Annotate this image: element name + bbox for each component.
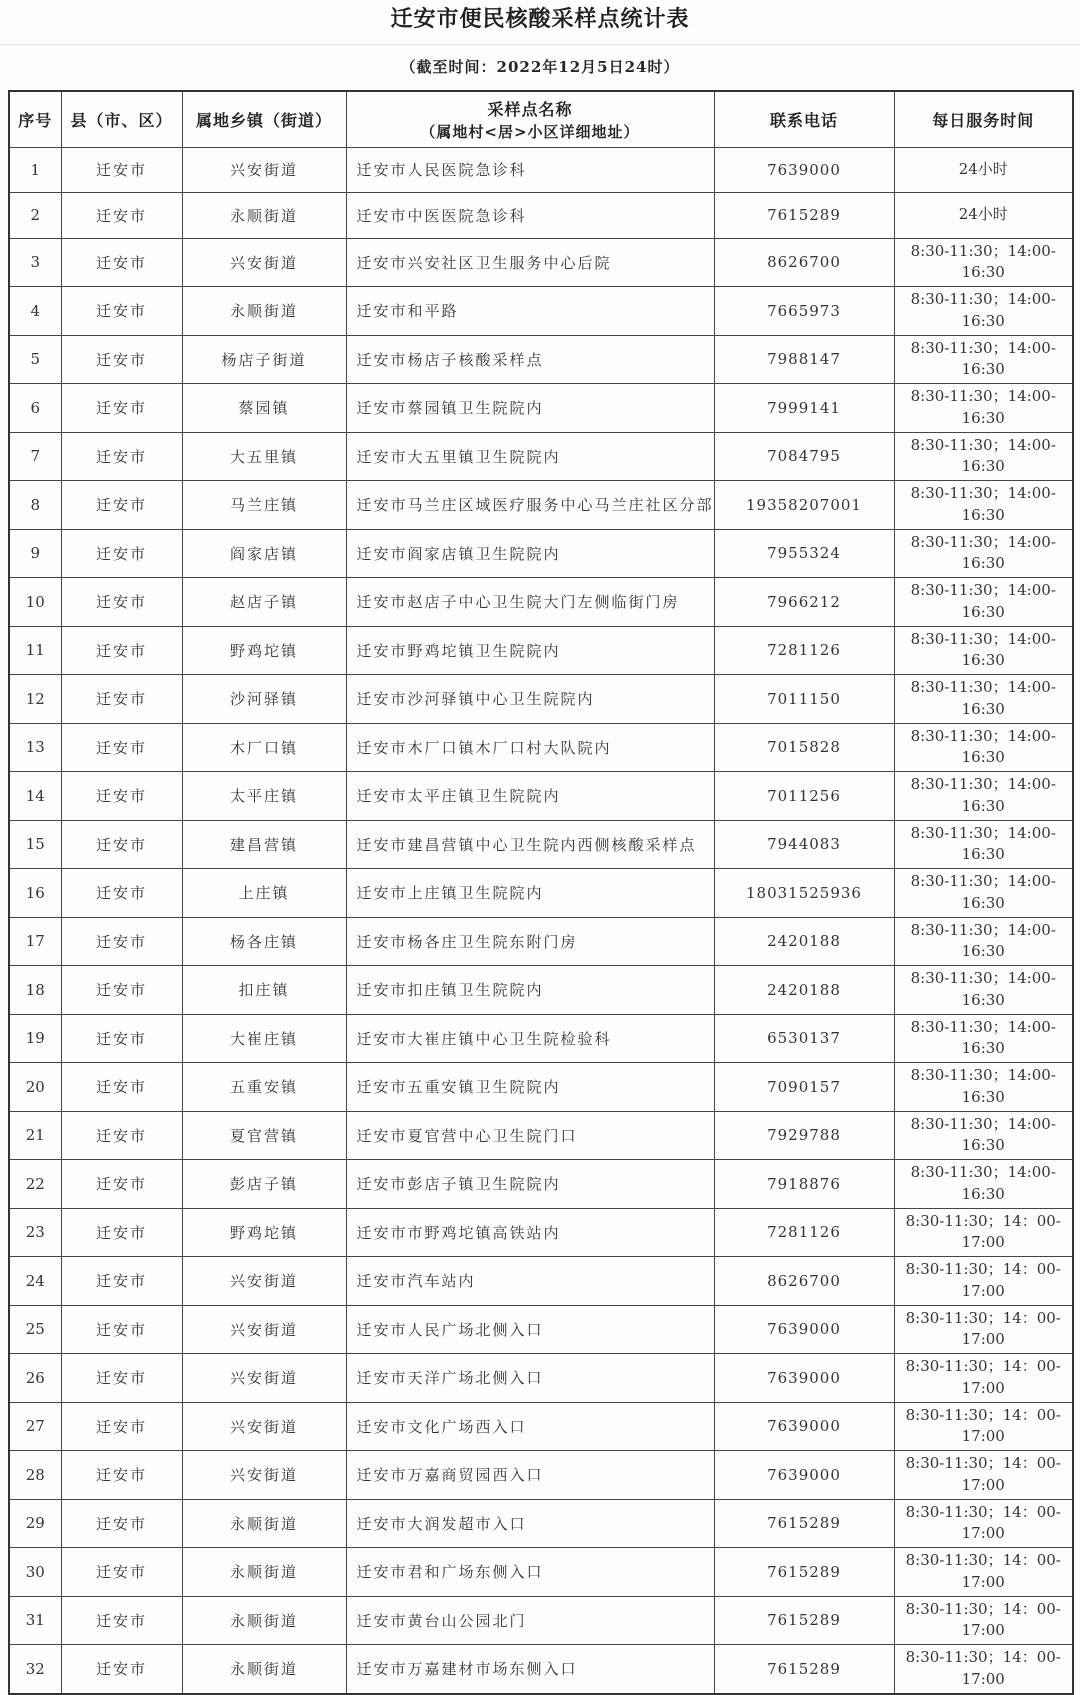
cell-index: 4 bbox=[9, 287, 61, 336]
cell-index: 23 bbox=[9, 1208, 61, 1257]
cell-county: 迁安市 bbox=[61, 1160, 182, 1209]
table-row bbox=[9, 1160, 1073, 1209]
cell-county: 迁安市 bbox=[61, 147, 182, 193]
cell-site: 迁安市杨店子核酸采样点 bbox=[346, 335, 714, 384]
cell-county: 迁安市 bbox=[61, 1305, 182, 1354]
cell-county: 迁安市 bbox=[61, 238, 182, 287]
cell-phone: 8626700 bbox=[714, 1257, 894, 1306]
table-row bbox=[9, 384, 1073, 433]
cell-township: 扣庄镇 bbox=[182, 966, 346, 1015]
table-row bbox=[9, 772, 1073, 821]
cell-township: 阎家店镇 bbox=[182, 529, 346, 578]
cell-hours: 8:30-11:30；14：00-17:00 bbox=[894, 1257, 1073, 1306]
cell-site: 迁安市天洋广场北侧入口 bbox=[346, 1354, 714, 1403]
cell-hours: 8:30-11:30；14：00-17:00 bbox=[894, 1451, 1073, 1500]
cell-site: 迁安市人民医院急诊科 bbox=[346, 147, 714, 193]
cell-site: 迁安市马兰庄区域医疗服务中心马兰庄社区分部 bbox=[346, 481, 714, 530]
table-row bbox=[9, 1596, 1073, 1645]
table-row bbox=[9, 238, 1073, 287]
cell-county: 迁安市 bbox=[61, 675, 182, 724]
cell-county: 迁安市 bbox=[61, 820, 182, 869]
cell-site: 迁安市夏官营中心卫生院门口 bbox=[346, 1111, 714, 1160]
cell-index: 31 bbox=[9, 1596, 61, 1645]
cell-phone: 7090157 bbox=[714, 1063, 894, 1112]
table-row bbox=[9, 193, 1073, 239]
cell-phone: 7011256 bbox=[714, 772, 894, 821]
cell-phone: 7639000 bbox=[714, 1305, 894, 1354]
cell-site: 迁安市大润发超市入口 bbox=[346, 1499, 714, 1548]
cell-site: 迁安市蔡园镇卫生院院内 bbox=[346, 384, 714, 433]
table-row bbox=[9, 723, 1073, 772]
table-row bbox=[9, 966, 1073, 1015]
cell-phone: 19358207001 bbox=[714, 481, 894, 530]
cell-township: 兴安街道 bbox=[182, 1402, 346, 1451]
cell-hours: 8:30-11:30；14:00-16:30 bbox=[894, 723, 1073, 772]
cell-index: 27 bbox=[9, 1402, 61, 1451]
cell-phone: 7639000 bbox=[714, 1354, 894, 1403]
cell-site: 迁安市市野鸡坨镇高铁站内 bbox=[346, 1208, 714, 1257]
cell-site: 迁安市建昌营镇中心卫生院内西侧核酸采样点 bbox=[346, 820, 714, 869]
cell-county: 迁安市 bbox=[61, 966, 182, 1015]
cell-township: 彭店子镇 bbox=[182, 1160, 346, 1209]
table-row bbox=[9, 1111, 1073, 1160]
cell-hours: 8:30-11:30；14：00-17:00 bbox=[894, 1402, 1073, 1451]
cell-county: 迁安市 bbox=[61, 1645, 182, 1694]
cell-index: 17 bbox=[9, 917, 61, 966]
cell-index: 22 bbox=[9, 1160, 61, 1209]
cell-site: 迁安市阎家店镇卫生院院内 bbox=[346, 529, 714, 578]
cell-hours: 8:30-11:30；14:00-16:30 bbox=[894, 529, 1073, 578]
table-row bbox=[9, 675, 1073, 724]
cell-site: 迁安市野鸡坨镇卫生院院内 bbox=[346, 626, 714, 675]
cell-phone: 18031525936 bbox=[714, 869, 894, 918]
cell-site: 迁安市彭店子镇卫生院院内 bbox=[346, 1160, 714, 1209]
cell-index: 30 bbox=[9, 1548, 61, 1597]
table-row bbox=[9, 1451, 1073, 1500]
cell-site: 迁安市太平庄镇卫生院院内 bbox=[346, 772, 714, 821]
cell-index: 13 bbox=[9, 723, 61, 772]
cell-index: 3 bbox=[9, 238, 61, 287]
table-row bbox=[9, 1208, 1073, 1257]
cell-county: 迁安市 bbox=[61, 1014, 182, 1063]
cell-hours: 8:30-11:30；14:00-16:30 bbox=[894, 820, 1073, 869]
cell-site: 迁安市大五里镇卫生院院内 bbox=[346, 432, 714, 481]
cell-township: 野鸡坨镇 bbox=[182, 626, 346, 675]
cell-index: 29 bbox=[9, 1499, 61, 1548]
cell-phone: 7615289 bbox=[714, 193, 894, 239]
cell-township: 永顺街道 bbox=[182, 1596, 346, 1645]
cell-hours: 8:30-11:30；14:00-16:30 bbox=[894, 238, 1073, 287]
cell-township: 永顺街道 bbox=[182, 1548, 346, 1597]
cell-site: 迁安市黄台山公园北门 bbox=[346, 1596, 714, 1645]
cell-index: 2 bbox=[9, 193, 61, 239]
cell-site: 迁安市汽车站内 bbox=[346, 1257, 714, 1306]
table-row bbox=[9, 529, 1073, 578]
table-row bbox=[9, 1305, 1073, 1354]
table-row bbox=[9, 917, 1073, 966]
cell-hours: 8:30-11:30；14:00-16:30 bbox=[894, 1111, 1073, 1160]
table-row bbox=[9, 1499, 1073, 1548]
cell-township: 永顺街道 bbox=[182, 287, 346, 336]
cell-index: 28 bbox=[9, 1451, 61, 1500]
cell-hours: 8:30-11:30；14:00-16:30 bbox=[894, 432, 1073, 481]
cell-site: 迁安市人民广场北侧入口 bbox=[346, 1305, 714, 1354]
cell-index: 7 bbox=[9, 432, 61, 481]
column-header-label: 县（市、区） bbox=[70, 110, 173, 130]
cell-township: 野鸡坨镇 bbox=[182, 1208, 346, 1257]
cell-county: 迁安市 bbox=[61, 432, 182, 481]
cell-county: 迁安市 bbox=[61, 481, 182, 530]
table-row bbox=[9, 869, 1073, 918]
cell-hours: 8:30-11:30；14:00-16:30 bbox=[894, 287, 1073, 336]
cell-township: 沙河驿镇 bbox=[182, 675, 346, 724]
cell-phone: 6530137 bbox=[714, 1014, 894, 1063]
cell-township: 兴安街道 bbox=[182, 238, 346, 287]
cell-township: 夏官营镇 bbox=[182, 1111, 346, 1160]
cell-site: 迁安市木厂口镇木厂口村大队院内 bbox=[346, 723, 714, 772]
cell-site: 迁安市君和广场东侧入口 bbox=[346, 1548, 714, 1597]
cell-index: 15 bbox=[9, 820, 61, 869]
cell-county: 迁安市 bbox=[61, 1063, 182, 1112]
cell-county: 迁安市 bbox=[61, 1548, 182, 1597]
cell-site: 迁安市和平路 bbox=[346, 287, 714, 336]
column-header-label: 每日服务时间 bbox=[932, 110, 1035, 130]
cell-phone: 2420188 bbox=[714, 966, 894, 1015]
table-row bbox=[9, 626, 1073, 675]
cell-phone: 7918876 bbox=[714, 1160, 894, 1209]
cell-phone: 7615289 bbox=[714, 1596, 894, 1645]
cell-hours: 8:30-11:30；14:00-16:30 bbox=[894, 869, 1073, 918]
table-row bbox=[9, 1645, 1073, 1694]
cell-phone: 8626700 bbox=[714, 238, 894, 287]
table-row bbox=[9, 432, 1073, 481]
table-body bbox=[9, 147, 1073, 1694]
cell-phone: 7639000 bbox=[714, 1402, 894, 1451]
cell-phone: 7929788 bbox=[714, 1111, 894, 1160]
column-header-label: 联系电话 bbox=[769, 110, 838, 130]
page-title: 迁安市便民核酸采样点统计表 bbox=[0, 0, 1080, 45]
cell-phone: 7639000 bbox=[714, 1451, 894, 1500]
cell-county: 迁安市 bbox=[61, 1208, 182, 1257]
cell-site: 迁安市文化广场西入口 bbox=[346, 1402, 714, 1451]
cell-index: 6 bbox=[9, 384, 61, 433]
cell-township: 马兰庄镇 bbox=[182, 481, 346, 530]
cell-phone: 7015828 bbox=[714, 723, 894, 772]
column-header-township bbox=[182, 91, 346, 147]
cell-hours: 8:30-11:30；14:00-16:30 bbox=[894, 384, 1073, 433]
cell-county: 迁安市 bbox=[61, 1499, 182, 1548]
cell-township: 兴安街道 bbox=[182, 147, 346, 193]
table-row bbox=[9, 1014, 1073, 1063]
cell-phone: 7615289 bbox=[714, 1548, 894, 1597]
cell-township: 永顺街道 bbox=[182, 1499, 346, 1548]
cell-township: 兴安街道 bbox=[182, 1305, 346, 1354]
column-header-county bbox=[61, 91, 182, 147]
column-header-index bbox=[9, 91, 61, 147]
cell-index: 16 bbox=[9, 869, 61, 918]
cell-index: 5 bbox=[9, 335, 61, 384]
cell-site: 迁安市五重安镇卫生院院内 bbox=[346, 1063, 714, 1112]
cell-phone: 7944083 bbox=[714, 820, 894, 869]
cell-phone: 7639000 bbox=[714, 147, 894, 193]
cell-township: 大崔庄镇 bbox=[182, 1014, 346, 1063]
cell-county: 迁安市 bbox=[61, 869, 182, 918]
cell-index: 24 bbox=[9, 1257, 61, 1306]
cell-hours: 8:30-11:30；14：00-17:00 bbox=[894, 1645, 1073, 1694]
cell-hours: 8:30-11:30；14：00-17:00 bbox=[894, 1596, 1073, 1645]
cell-hours: 8:30-11:30；14：00-17:00 bbox=[894, 1305, 1073, 1354]
cell-site: 迁安市兴安社区卫生服务中心后院 bbox=[346, 238, 714, 287]
cell-index: 8 bbox=[9, 481, 61, 530]
cell-index: 9 bbox=[9, 529, 61, 578]
cell-phone: 7955324 bbox=[714, 529, 894, 578]
page-subtitle: （截至时间：2022年12月5日24时） bbox=[400, 58, 680, 76]
cell-township: 蔡园镇 bbox=[182, 384, 346, 433]
cell-hours: 8:30-11:30；14:00-16:30 bbox=[894, 1063, 1073, 1112]
cell-hours: 8:30-11:30；14:00-16:30 bbox=[894, 1160, 1073, 1209]
table-row bbox=[9, 578, 1073, 627]
cell-site: 迁安市中医医院急诊科 bbox=[346, 193, 714, 239]
cell-phone: 7615289 bbox=[714, 1499, 894, 1548]
cell-index: 32 bbox=[9, 1645, 61, 1694]
cell-county: 迁安市 bbox=[61, 917, 182, 966]
header-row bbox=[9, 91, 1073, 147]
cell-township: 五重安镇 bbox=[182, 1063, 346, 1112]
column-header-label: 采样点名称 bbox=[487, 99, 573, 119]
cell-phone: 7999141 bbox=[714, 384, 894, 433]
cell-hours: 24小时 bbox=[894, 147, 1073, 193]
cell-index: 14 bbox=[9, 772, 61, 821]
cell-county: 迁安市 bbox=[61, 1596, 182, 1645]
cell-county: 迁安市 bbox=[61, 1354, 182, 1403]
cell-township: 兴安街道 bbox=[182, 1354, 346, 1403]
cell-site: 迁安市上庄镇卫生院院内 bbox=[346, 869, 714, 918]
cell-phone: 7615289 bbox=[714, 1645, 894, 1694]
table-row bbox=[9, 1063, 1073, 1112]
cell-county: 迁安市 bbox=[61, 578, 182, 627]
cell-hours: 8:30-11:30；14：00-17:00 bbox=[894, 1354, 1073, 1403]
cell-index: 12 bbox=[9, 675, 61, 724]
table-row bbox=[9, 1548, 1073, 1597]
table-header bbox=[9, 91, 1073, 147]
cell-township: 杨各庄镇 bbox=[182, 917, 346, 966]
cell-index: 26 bbox=[9, 1354, 61, 1403]
cell-township: 太平庄镇 bbox=[182, 772, 346, 821]
cell-county: 迁安市 bbox=[61, 626, 182, 675]
cell-hours: 8:30-11:30；14:00-16:30 bbox=[894, 675, 1073, 724]
cell-phone: 7011150 bbox=[714, 675, 894, 724]
cell-hours: 8:30-11:30；14:00-16:30 bbox=[894, 772, 1073, 821]
cell-site: 迁安市万嘉商贸园西入口 bbox=[346, 1451, 714, 1500]
cell-phone: 7966212 bbox=[714, 578, 894, 627]
cell-hours: 8:30-11:30；14:00-16:30 bbox=[894, 1014, 1073, 1063]
cell-hours: 24小时 bbox=[894, 193, 1073, 239]
column-header-label: 序号 bbox=[18, 110, 53, 130]
cell-county: 迁安市 bbox=[61, 193, 182, 239]
cell-county: 迁安市 bbox=[61, 1257, 182, 1306]
cell-phone: 7281126 bbox=[714, 1208, 894, 1257]
cell-site: 迁安市扣庄镇卫生院院内 bbox=[346, 966, 714, 1015]
cell-site: 迁安市赵店子中心卫生院大门左侧临街门房 bbox=[346, 578, 714, 627]
cell-township: 木厂口镇 bbox=[182, 723, 346, 772]
table-row bbox=[9, 335, 1073, 384]
cell-phone: 7281126 bbox=[714, 626, 894, 675]
cell-hours: 8:30-11:30；14:00-16:30 bbox=[894, 335, 1073, 384]
cell-township: 兴安街道 bbox=[182, 1451, 346, 1500]
cell-site: 迁安市沙河驿镇中心卫生院院内 bbox=[346, 675, 714, 724]
cell-township: 永顺街道 bbox=[182, 1645, 346, 1694]
cell-hours: 8:30-11:30；14:00-16:30 bbox=[894, 578, 1073, 627]
column-header-hours bbox=[894, 91, 1073, 147]
cell-site: 迁安市万嘉建材市场东侧入口 bbox=[346, 1645, 714, 1694]
cell-county: 迁安市 bbox=[61, 335, 182, 384]
cell-township: 兴安街道 bbox=[182, 1257, 346, 1306]
cell-township: 永顺街道 bbox=[182, 193, 346, 239]
cell-township: 大五里镇 bbox=[182, 432, 346, 481]
cell-hours: 8:30-11:30；14：00-17:00 bbox=[894, 1499, 1073, 1548]
table-row bbox=[9, 820, 1073, 869]
cell-phone: 7084795 bbox=[714, 432, 894, 481]
cell-hours: 8:30-11:30；14:00-16:30 bbox=[894, 626, 1073, 675]
cell-index: 21 bbox=[9, 1111, 61, 1160]
cell-phone: 7988147 bbox=[714, 335, 894, 384]
column-header-site bbox=[346, 91, 714, 147]
cell-county: 迁安市 bbox=[61, 384, 182, 433]
cell-township: 上庄镇 bbox=[182, 869, 346, 918]
cell-county: 迁安市 bbox=[61, 287, 182, 336]
cell-index: 1 bbox=[9, 147, 61, 193]
cell-site: 迁安市大崔庄镇中心卫生院检验科 bbox=[346, 1014, 714, 1063]
cell-index: 20 bbox=[9, 1063, 61, 1112]
table-row bbox=[9, 481, 1073, 530]
cell-site: 迁安市杨各庄卫生院东附门房 bbox=[346, 917, 714, 966]
table-row bbox=[9, 1354, 1073, 1403]
cell-county: 迁安市 bbox=[61, 1451, 182, 1500]
sampling-points-table bbox=[8, 90, 1074, 1695]
table-row bbox=[9, 1257, 1073, 1306]
column-header-label: 属地乡镇（街道） bbox=[195, 110, 332, 130]
cell-county: 迁安市 bbox=[61, 723, 182, 772]
cell-hours: 8:30-11:30；14:00-16:30 bbox=[894, 917, 1073, 966]
cell-index: 11 bbox=[9, 626, 61, 675]
cell-county: 迁安市 bbox=[61, 1402, 182, 1451]
cell-township: 杨店子街道 bbox=[182, 335, 346, 384]
table-row bbox=[9, 1402, 1073, 1451]
cell-hours: 8:30-11:30；14:00-16:30 bbox=[894, 481, 1073, 530]
cell-index: 19 bbox=[9, 1014, 61, 1063]
column-header-phone bbox=[714, 91, 894, 147]
cell-hours: 8:30-11:30；14：00-17:00 bbox=[894, 1548, 1073, 1597]
cell-township: 建昌营镇 bbox=[182, 820, 346, 869]
column-header-sublabel: （属地村<居>小区详细地址） bbox=[420, 122, 640, 141]
table-row bbox=[9, 147, 1073, 193]
table-row bbox=[9, 287, 1073, 336]
cell-index: 25 bbox=[9, 1305, 61, 1354]
cell-phone: 7665973 bbox=[714, 287, 894, 336]
cell-township: 赵店子镇 bbox=[182, 578, 346, 627]
cell-index: 18 bbox=[9, 966, 61, 1015]
cell-county: 迁安市 bbox=[61, 529, 182, 578]
cell-county: 迁安市 bbox=[61, 1111, 182, 1160]
cell-hours: 8:30-11:30；14：00-17:00 bbox=[894, 1208, 1073, 1257]
cell-county: 迁安市 bbox=[61, 772, 182, 821]
cell-hours: 8:30-11:30；14:00-16:30 bbox=[894, 966, 1073, 1015]
cell-phone: 2420188 bbox=[714, 917, 894, 966]
cell-index: 10 bbox=[9, 578, 61, 627]
